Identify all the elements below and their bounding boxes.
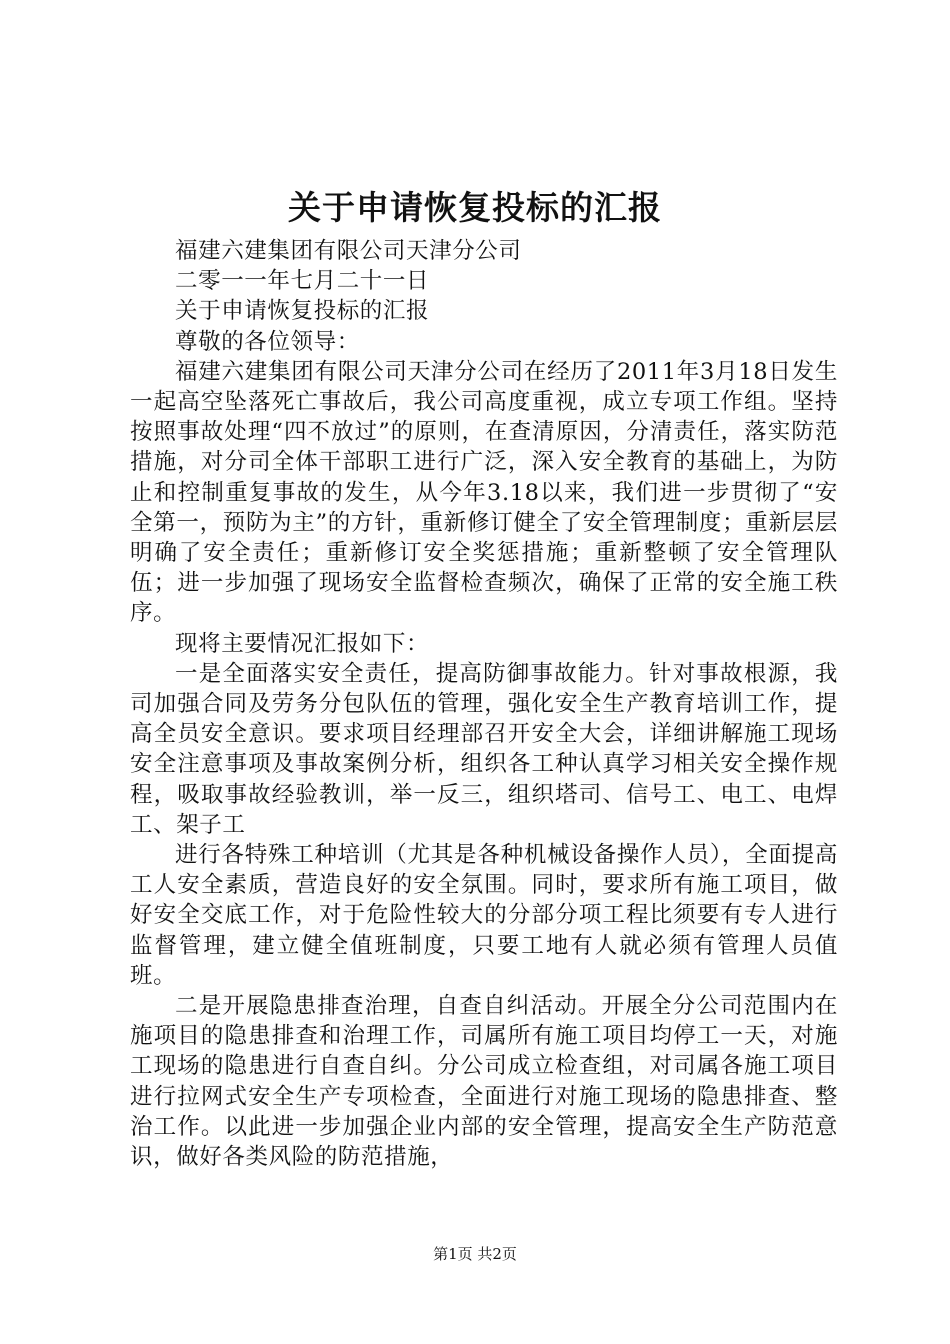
paragraph-intro: 福建六建集团有限公司天津分公司在经历了2011年3月18日发生一起高空坠落死亡事故后，我公司高度重视，成立专项工作组。坚持按照事故处理“四不放过”的原则，在查清原因，分清责任，落实防范措施，对分司全体干部职工进行广泛，深入安全教育的基础上，为防止和控制重复事故的发生，从今年3.18以来，我们进一步贯彻了“安全第一，预防为主”的方针，重新修订健全了安全管理制度；重新层层明确了安全责任；重新修订安全奖惩措施；重新整顿了安全管理队伍；进一步加强了现场安全监督检查频次，确保了正常的安全施工秩序。 — [130, 358, 838, 627]
paragraph-point-one: 一是全面落实安全责任，提高防御事故能力。针对事故根源，我司加强合同及劳务分包队伍的管理，强化安全生产教育培训工作，提高全员安全意识。要求项目经理部召开安全大会，详细讲解施工现场安全注意事项及事故案例分析，组织各工种认真学习相关安全操作规程，吸取事故经验教训，举一反三，组织塔司、信号工、电工、电焊工、架子工 — [130, 660, 838, 838]
document-title: 关于申请恢复投标的汇报 — [288, 188, 662, 227]
page-number: 第1页 共2页 — [433, 1245, 517, 1263]
document-body — [130, 236, 838, 1172]
paragraph-lead-in: 现将主要情况汇报如下： — [175, 630, 430, 657]
paragraph-point-one-continued: 进行各特殊工种培训（尤其是各种机械设备操作人员），全面提高工人安全素质，营造良好的安全氛围。同时，要求所有施工项目，做好安全交底工作，对于危险性较大的分部分项工程比须要有专人进行监督管理，建立健全值班制度，只要工地有人就必须有管理人员值班。 — [130, 842, 838, 989]
report-date: 二零一一年七月二十一日 — [175, 268, 430, 295]
salutation: 尊敬的各位领导： — [175, 328, 360, 355]
company-name: 福建六建集团有限公司天津分公司 — [175, 238, 522, 264]
paragraph-point-two: 二是开展隐患排查治理，自查自纠活动。开展全分公司范围内在施项目的隐患排查和治理工作，司属所有施工项目均停工一天，对施工现场的隐患进行自查自纠。分公司成立检查组，对司属各施工项目进行拉网式安全生产专项检查，全面进行对施工现场的隐患排查、整治工作。以此进一步加强企业内部的安全管理，提高安全生产防范意识，做好各类风险的防范措施， — [130, 993, 838, 1171]
report-subject: 关于申请恢复投标的汇报 — [175, 298, 430, 325]
